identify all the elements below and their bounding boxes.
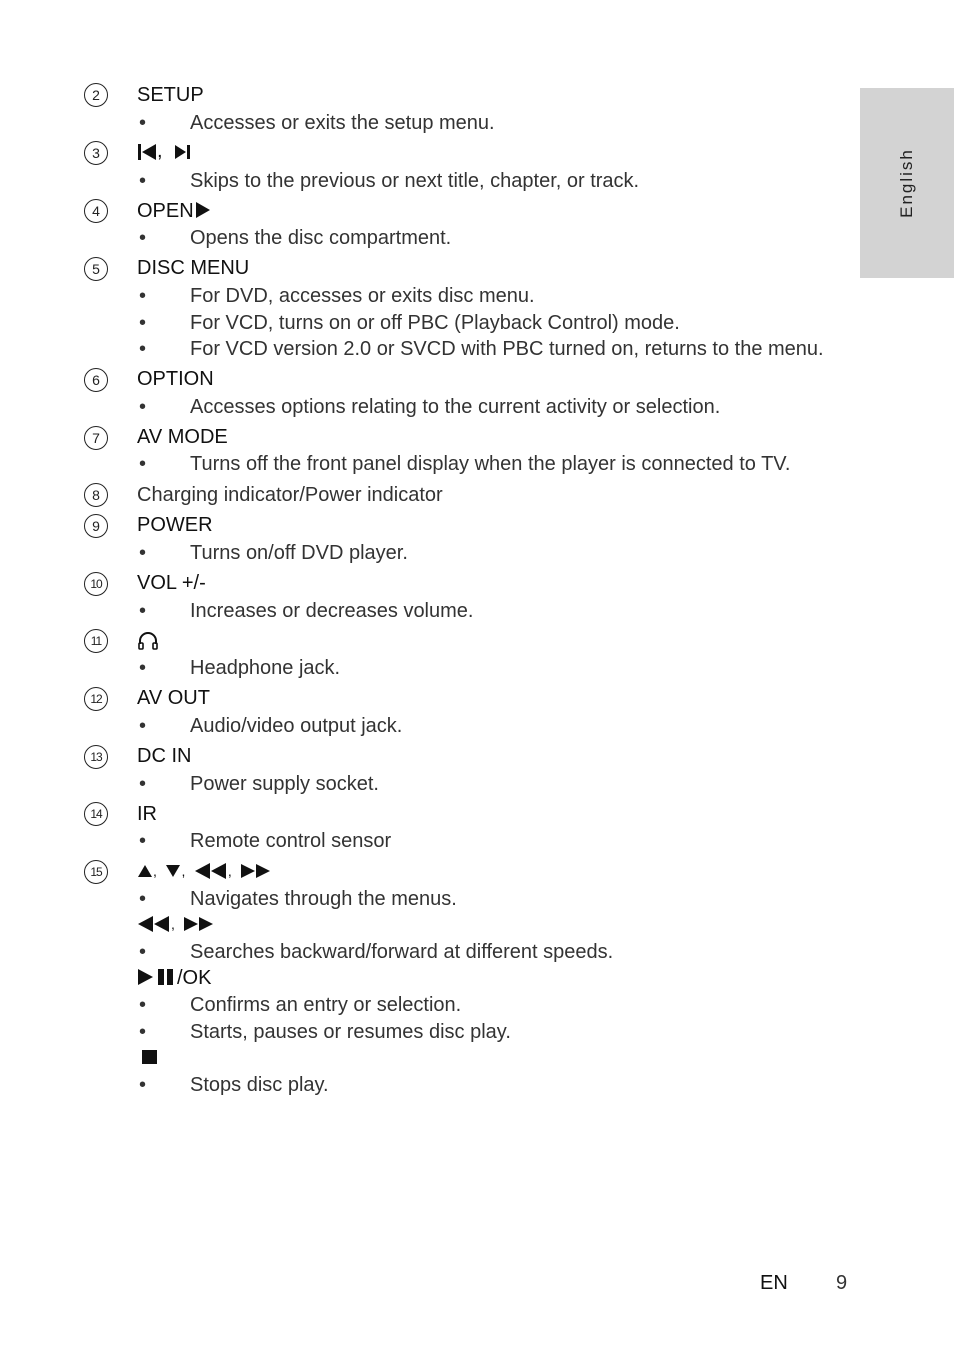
item-number: 14 [84,802,108,826]
item-title-ir: IR [137,803,157,825]
item-number: 5 [84,257,108,281]
subsection-title-stop [137,1044,157,1068]
item-title-skip: , [137,139,192,163]
play-pause-icon [137,968,177,986]
skip-previous-icon [137,143,157,161]
item-title-power: POWER [137,514,213,536]
play-triangle-icon [195,201,211,219]
item-number: 11 [84,629,108,653]
item-number: 15 [84,860,108,884]
item-title-option: OPTION [137,368,214,390]
item-title-av-out: AV OUT [137,687,210,709]
page-number: 9 [836,1272,848,1294]
item-title-av-mode: AV MODE [137,426,228,448]
down-triangle-icon [165,864,181,878]
item-number: 10 [84,572,108,596]
item-title-disc-menu: DISC MENU [137,257,250,279]
item-number: 3 [84,141,108,165]
item-number: 6 [84,368,108,392]
item-number: 7 [84,426,108,450]
item-title-setup: SETUP [137,84,204,106]
headphone-icon [137,631,159,651]
subsection-title-play-pause-ok: /OK [137,966,211,990]
item-number: 12 [84,687,108,711]
item-number: 2 [84,83,108,107]
item-number: 9 [84,514,108,538]
language-tab-label: English [897,148,916,218]
item-number: 13 [84,745,108,769]
subsection-title-search: , [137,911,215,936]
fast-forward-icon [183,916,215,932]
item-title-charging-indicator: Charging indicator/Power indicator [137,484,443,506]
fast-forward-icon [240,863,272,879]
item-number: 4 [84,199,108,223]
skip-next-icon [174,144,192,160]
language-tab [860,88,954,278]
rewind-icon [137,915,171,933]
item-title-headphone [137,628,159,652]
item-title-navigation: , , , [137,858,272,883]
up-triangle-icon [137,864,153,878]
stop-square-icon [137,1048,157,1066]
item-number: 8 [84,483,108,507]
item-title-open: OPEN [137,199,211,223]
item-title-vol: VOL +/- [137,572,206,594]
footer-language-code: EN [760,1272,788,1294]
rewind-icon [194,862,228,880]
item-title-dc-in: DC IN [137,745,192,767]
